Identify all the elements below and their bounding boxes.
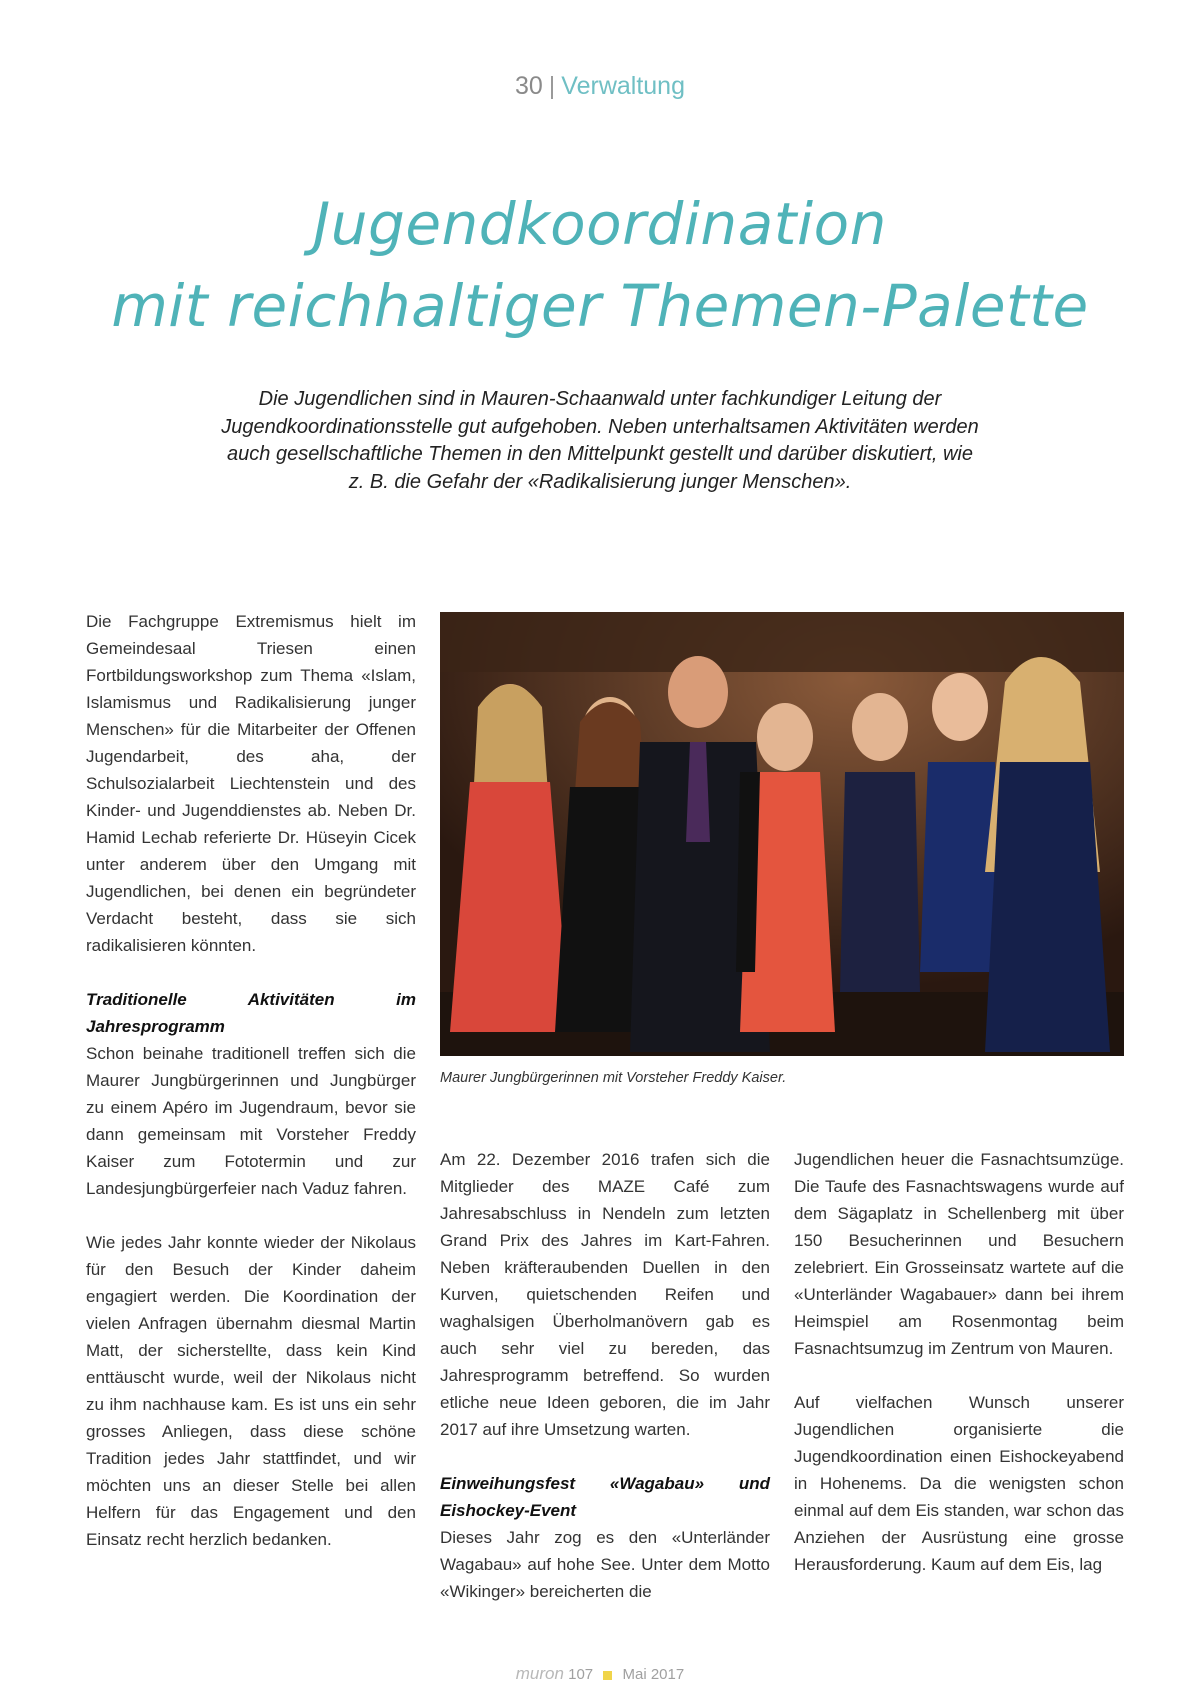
lead-paragraph: Die Jugendlichen sind in Mauren-Schaanwald unter fachkundiger Leitung der Jugendkoordinationsstelle gut aufgehoben. Neben unterhaltsamen Aktivitäten werden auch gesellschaftliche Themen in den Mittelpunkt gestellt und darüber diskutiert, wie z. B. die Gefahr der «Radikalisierung junger Menschen». — [221, 388, 979, 493]
photo-caption: Maurer Jungbürgerinnen mit Vorsteher Freddy Kaiser. — [440, 1070, 787, 1086]
footer-square-icon — [603, 1671, 612, 1680]
paragraph: Auf vielfachen Wunsch unserer Jugendlichen organisierte die Jugendkoordination einen Eishockeyabend in Hohenems. Da die wenigsten schon einmal auf dem Eis standen, war schon das Anziehen der Ausrüstung eine grosse Herausforderung. Kaum auf dem Eis, lag — [794, 1393, 1124, 1574]
column-3 — [794, 1146, 1124, 1578]
paragraph: Am 22. Dezember 2016 trafen sich die Mitglieder des MAZE Café zum Jahresabschluss in Nendeln zum letzten Grand Prix des Jahres im Kart-Fahren. Neben kräfteraubenden Duellen in den Kurven, quietschenden Reifen und waghalsigen Überholmanövern gab es auch sehr viel zu bereden, das Jahresprogramm betreffend. So wurden etliche neue Ideen geboren, die im Jahr 2017 auf ihre Umsetzung warten. — [440, 1150, 770, 1439]
paragraph: Schon beinahe traditionell treffen sich die Maurer Jungbürgerinnen und Jungbürger zu einem Apéro im Jugendraum, bevor sie dann gemeinsam mit Vorsteher Freddy Kaiser zum Fototermin und zur Landesjungbürgerfeier nach Vaduz fahren. — [86, 1044, 416, 1198]
page-footer — [0, 1664, 1200, 1684]
photo-illustration — [440, 612, 1124, 1056]
paragraph: Jugendlichen heuer die Fasnachtsumzüge. Die Taufe des Fasnachtswagens wurde auf dem Sägaplatz in Schellenberg mit über 150 Besucherinnen und Besuchern zelebriert. Ein Grosseinsatz wartete auf die «Unterländer Wagabauer» dann bei ihrem Heimspiel am Rosenmontag beim Fasnachtsumzug im Zentrum von Mauren. — [794, 1150, 1124, 1358]
issue-number: 107 — [568, 1666, 594, 1683]
column-1 — [86, 608, 416, 1553]
paragraph: Die Fachgruppe Extremismus hielt im Gemeindesaal Triesen einen Fortbildungsworkshop zum Thema «Islam, Islamismus und Radikalisierung junger Menschen» für die Mitarbeiter der Offenen Jugendarbeit, des aha, der Schulsozialarbeit Liechtenstein und des Kinder- und Jugenddienstes ab. Neben Dr. Hamid Lechab referierte Dr. Hüseyin Cicek unter anderem über den Umgang mit Jugendlichen, bei denen ein begründeter Verdacht besteht, dass sie sich radikalisieren könnten. — [86, 612, 416, 955]
column-2 — [440, 1146, 770, 1605]
title-line-2: mit reichhaltiger Themen-Palette — [111, 272, 1089, 340]
page-number: 30 — [514, 72, 543, 100]
subheading: Traditionelle Aktivitäten im Jahresprogramm — [86, 990, 416, 1036]
article-title — [0, 183, 1200, 347]
paragraph: Wie jedes Jahr konnte wieder der Nikolaus für den Besuch der Kinder daheim engagiert werden. Die Koordination der vielen Anfragen übernahm diesmal Martin Matt, der sicherstellte, dass kein Kind enttäuscht wurde, weil der Nikolaus nicht zu ihm nachhause kam. Es ist uns ein sehr grosses Anliegen, dass diese schöne Tradition jedes Jahr stattfindet, und wir möchten uns an dieser Stelle bei allen Helfern für das Engagement und den Einsatz recht herzlich bedanken. — [86, 1233, 416, 1549]
magazine-name: muron — [515, 1664, 564, 1683]
title-line-1: Jugendkoordination — [313, 190, 887, 258]
paragraph: Dieses Jahr zog es den «Unterländer Wagabau» auf hohe See. Unter dem Motto «Wikinger» bereicherten die — [440, 1528, 770, 1601]
subheading: Einweihungsfest «Wagabau» und Eishockey-Event — [440, 1474, 770, 1520]
section-name: Verwaltung — [561, 72, 685, 100]
issue-date: Mai 2017 — [622, 1666, 685, 1683]
group-photo — [440, 612, 1124, 1056]
header-separator: | — [548, 72, 556, 100]
page-header — [0, 72, 1200, 101]
